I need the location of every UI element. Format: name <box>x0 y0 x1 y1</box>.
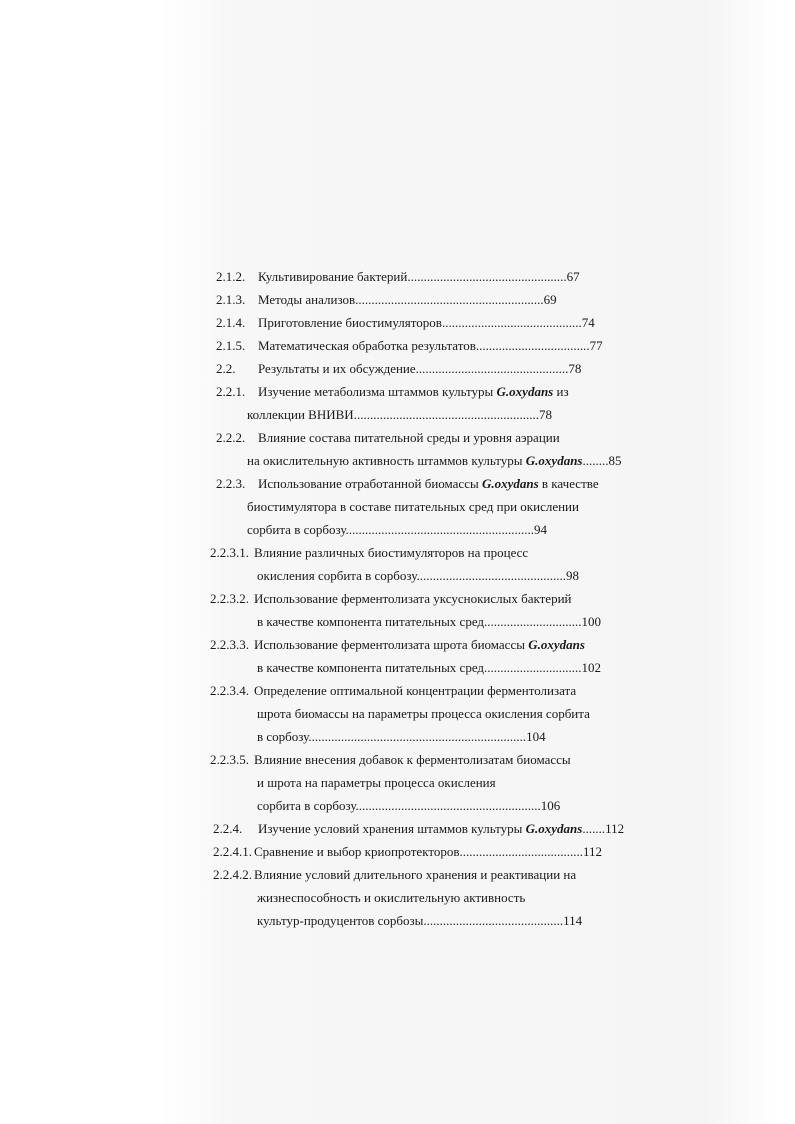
toc-entry-number: 2.2.3.5. <box>210 752 249 767</box>
toc-entry-title: коллекции ВНИВИ <box>247 407 354 422</box>
page-number: 94 <box>534 522 548 537</box>
toc-line <box>0 542 795 564</box>
toc-entry-text <box>258 289 557 311</box>
toc-entry-title: и шрота на параметры процесса окисления <box>257 775 496 790</box>
toc-entry-title: на окислительную активность штаммов культуры <box>247 453 523 468</box>
toc-entry-number: 2.2.4.2. <box>213 867 252 882</box>
toc-entry-tail: из <box>556 384 569 399</box>
toc-entry-text <box>258 818 624 840</box>
toc-entry-text <box>257 887 525 909</box>
toc-line <box>0 519 795 541</box>
toc-entry-text <box>257 657 601 679</box>
dot-leader: .......................................................... <box>355 292 544 307</box>
page-number: 85 <box>608 453 622 468</box>
toc-entry-text <box>254 841 602 863</box>
toc-line <box>0 266 795 288</box>
organism-name: G.oxydans <box>481 476 539 491</box>
toc-entry-title: биостимулятора в составе питательных сред при окислении <box>247 499 579 514</box>
toc-entry-number: 2.2.4.1. <box>213 844 252 859</box>
toc-entry-title: Влияние внесения добавок к ферментолизатам биомассы <box>254 752 571 767</box>
page-number: 77 <box>589 338 603 353</box>
dot-leader: ............................................... <box>415 361 569 376</box>
toc-entry-title: окисления сорбита в сорбозу <box>257 568 417 583</box>
toc-entry-number: 2.1.5. <box>216 338 246 353</box>
toc-line <box>0 703 795 725</box>
toc-entry-title: Использование ферментолизата уксуснокислых бактерий <box>254 591 572 606</box>
toc-entry-text <box>258 473 599 495</box>
toc-entry-number: 2.1.4. <box>216 315 246 330</box>
toc-entry-text <box>257 703 590 725</box>
toc-line <box>0 680 795 702</box>
toc-line <box>0 611 795 633</box>
organism-name: G.oxydans <box>528 637 585 652</box>
page-number: 67 <box>566 269 580 284</box>
toc-entry-text <box>247 404 552 426</box>
page-number: 106 <box>540 798 561 813</box>
toc-line <box>0 335 795 357</box>
toc-entry-title: Изучение условий хранения штаммов культуры <box>258 821 523 836</box>
page-number: 112 <box>583 844 603 859</box>
organism-name: G.oxydans <box>525 821 583 836</box>
dot-leader: ................................... <box>475 338 590 353</box>
toc-entry-text <box>257 910 582 932</box>
toc-line <box>0 910 795 932</box>
toc-entry-number: 2.1.3. <box>216 292 246 307</box>
toc-entry-title: Математическая обработка результатов <box>258 338 476 353</box>
toc-line <box>0 450 795 472</box>
toc-entry-text <box>258 358 581 380</box>
page-number: 69 <box>543 292 557 307</box>
dot-leader: ................................................................... <box>308 729 527 744</box>
toc-entry-number: 2.2.1. <box>216 384 246 399</box>
toc-line <box>0 634 795 656</box>
page-number: 114 <box>563 913 583 928</box>
page-number: 78 <box>538 407 552 422</box>
toc-entry-title: в качестве компонента питательных сред <box>257 614 485 629</box>
toc-entry-number: 2.2. <box>216 361 236 376</box>
toc-entry-text <box>254 749 571 771</box>
toc-entry-text <box>254 634 585 656</box>
toc-entry-title: Использование отработанной биомассы <box>258 476 479 491</box>
toc-line <box>0 749 795 771</box>
toc-entry-title: Культивирование бактерий <box>258 269 408 284</box>
toc-entry-title: сорбита в сорбозу <box>257 798 356 813</box>
toc-line <box>0 404 795 426</box>
toc-entry-title: Влияние состава питательной среды и уровня аэрации <box>258 430 560 445</box>
toc-line <box>0 473 795 495</box>
toc-entry-title: Изучение метаболизма штаммов культуры <box>258 384 494 399</box>
toc-entry-text <box>257 611 601 633</box>
page-number: 100 <box>581 614 602 629</box>
toc-entry-title: Результаты и их обсуждение <box>258 361 416 376</box>
toc-entry-number: 2.2.3.3. <box>210 637 249 652</box>
toc-entry-title: сорбита в сорбозу <box>247 522 346 537</box>
toc-entry-title: Влияние различных биостимуляторов на процесс <box>254 545 529 560</box>
toc-entry-number: 2.2.4. <box>213 821 243 836</box>
toc-line <box>0 818 795 840</box>
toc-entry-text <box>258 312 595 334</box>
toc-entry-number: 2.1.2. <box>216 269 246 284</box>
toc-line <box>0 588 795 610</box>
page-number: 74 <box>581 315 595 330</box>
organism-name: G.oxydans <box>496 384 554 399</box>
page-number: 112 <box>605 821 625 836</box>
toc-entry-text <box>254 680 576 702</box>
toc-entry-text <box>257 726 546 748</box>
toc-entry-title: шрота биомассы на параметры процесса окисления сорбита <box>257 706 590 721</box>
dot-leader: .............................. <box>484 660 582 675</box>
toc-entry-text <box>258 335 603 357</box>
toc-entry-title: Влияние условий длительного хранения и реактивации на <box>254 867 577 882</box>
toc-entry-title: в качестве компонента питательных сред <box>257 660 485 675</box>
toc-entry-text <box>258 427 560 449</box>
organism-name: G.oxydans <box>525 453 583 468</box>
toc-entry-text <box>254 864 576 886</box>
toc-entry-text <box>257 565 579 587</box>
toc-entry-text <box>247 496 579 518</box>
toc-line <box>0 864 795 886</box>
toc-entry-text <box>254 542 528 564</box>
toc-line <box>0 657 795 679</box>
toc-entry-text <box>258 381 569 403</box>
toc-entry-title: культур-продуцентов сорбозы <box>257 913 424 928</box>
toc-entry-number: 2.2.2. <box>216 430 246 445</box>
toc-entry-title: жизнеспособность и окислительную активность <box>257 890 526 905</box>
toc-entry-text <box>254 588 571 610</box>
toc-line <box>0 565 795 587</box>
dot-leader: ......................................................... <box>355 798 541 813</box>
toc-line <box>0 795 795 817</box>
page-number: 78 <box>568 361 582 376</box>
dot-leader: ........ <box>582 453 609 468</box>
toc-entry-number: 2.2.3. <box>216 476 246 491</box>
toc-entry-text <box>257 795 560 817</box>
toc-entry-title: Сравнение и выбор криопротекторов <box>254 844 460 859</box>
toc-line <box>0 887 795 909</box>
toc-line <box>0 427 795 449</box>
toc-entry-number: 2.2.3.2. <box>210 591 249 606</box>
dot-leader: ................................................. <box>407 269 567 284</box>
toc-entry-title: Определение оптимальной концентрации ферментолизата <box>254 683 577 698</box>
dot-leader: .............................. <box>484 614 582 629</box>
toc-entry-tail: в качестве <box>541 476 599 491</box>
toc-line <box>0 841 795 863</box>
toc-entry-text <box>247 519 547 541</box>
dot-leader: ....... <box>582 821 606 836</box>
toc-line <box>0 358 795 380</box>
dot-leader: .......................................................... <box>345 522 535 537</box>
dot-leader: ........................................... <box>441 315 582 330</box>
toc-entry-text <box>257 772 496 794</box>
toc-line <box>0 312 795 334</box>
toc-entry-text <box>258 266 580 288</box>
page-number: 104 <box>526 729 546 744</box>
toc-entry-title: Приготовление биостимуляторов <box>258 315 442 330</box>
toc-entry-title: Методы анализов <box>258 292 356 307</box>
toc-entry-title: в сорбозу <box>257 729 309 744</box>
dot-leader: .............................................. <box>416 568 566 583</box>
toc-entry-title: Использование ферментолизата шрота биомассы <box>254 637 525 652</box>
toc-line <box>0 381 795 403</box>
dot-leader: ......................................................... <box>353 407 539 422</box>
dot-leader: ........................................... <box>423 913 564 928</box>
dot-leader: ...................................... <box>459 844 583 859</box>
toc-line <box>0 772 795 794</box>
page-number: 102 <box>581 660 602 675</box>
toc-entry-number: 2.2.3.1. <box>210 545 249 560</box>
toc-line <box>0 496 795 518</box>
page-number: 98 <box>565 568 579 583</box>
toc-entry-number: 2.2.3.4. <box>210 683 249 698</box>
toc-entry-text <box>247 450 622 472</box>
toc-line <box>0 289 795 311</box>
toc-line <box>0 726 795 748</box>
